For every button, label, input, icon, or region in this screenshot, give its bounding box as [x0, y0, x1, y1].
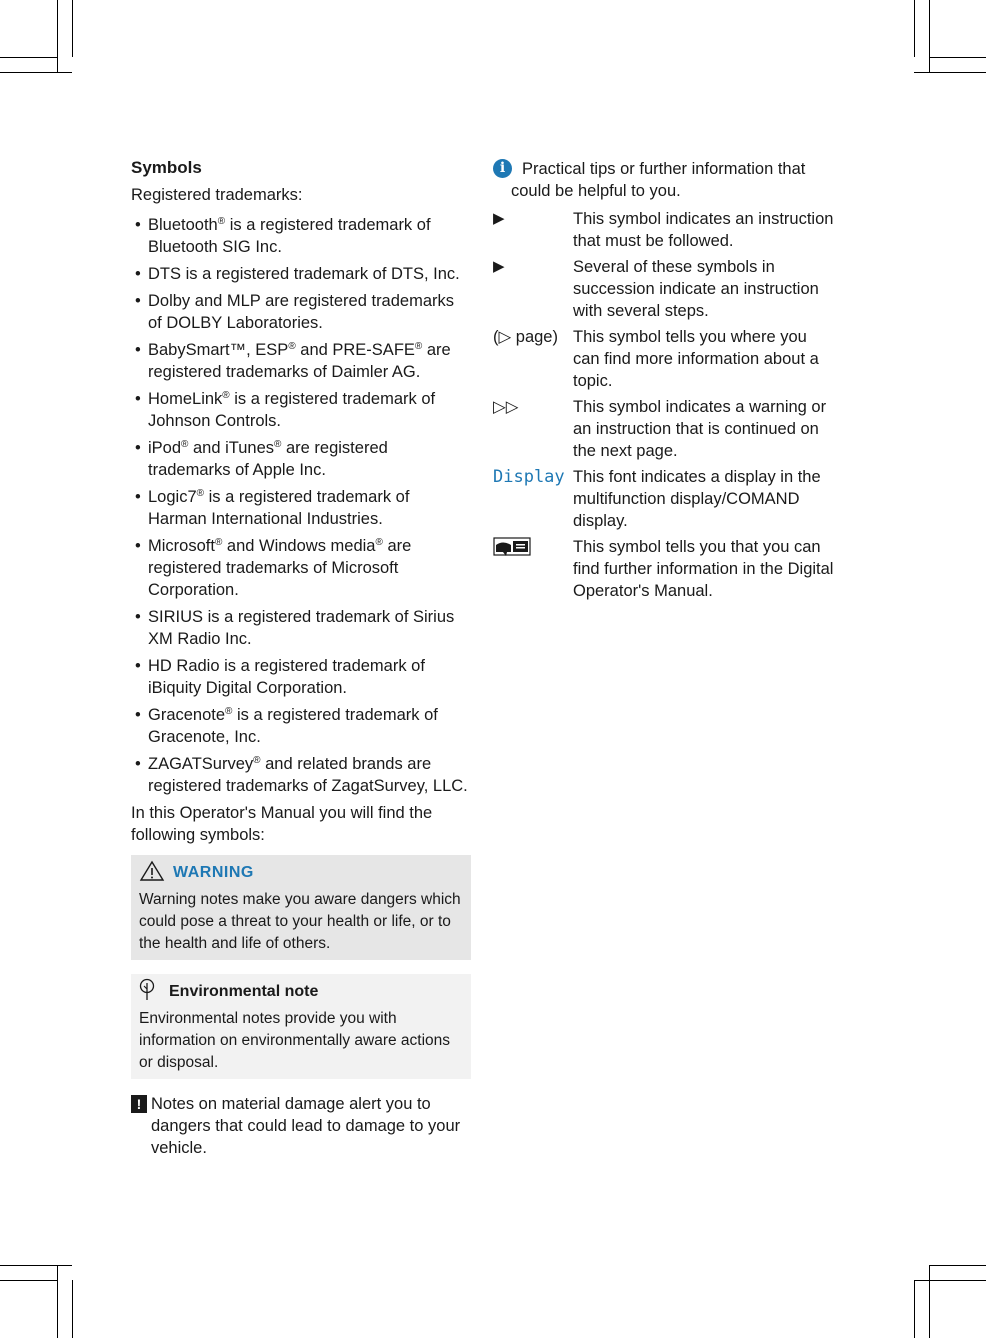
digital-manual-icon	[493, 536, 573, 602]
page-heading: Symbols	[131, 158, 202, 177]
symbol-row	[493, 256, 838, 322]
list-item: • Microsoft® and Windows media® are registered trademarks of Microsoft Corporation.	[135, 537, 412, 599]
crop-mark	[914, 72, 986, 73]
find-symbols-text: In this Operator's Manual you will find the following symbols:	[131, 804, 433, 844]
list-item: • BabySmart™, ESP® and PRE-SAFE® are registered trademarks of Daimler AG.	[135, 341, 451, 381]
crop-mark	[72, 1280, 73, 1338]
list-item: • Gracenote® is a registered trademark of Gracenote, Inc.	[135, 706, 438, 746]
symbol-row	[493, 208, 838, 252]
symbol-desc: This font indicates a display in the multifunction display/COMAND display.	[573, 468, 821, 530]
right-column	[493, 158, 838, 606]
list-item: • Bluetooth® is a registered trademark of Bluetooth SIG Inc.	[135, 216, 431, 256]
left-column	[131, 156, 471, 1159]
crop-mark	[57, 1265, 58, 1338]
crop-mark	[0, 1280, 57, 1281]
material-damage-note	[131, 1093, 471, 1159]
crop-mark	[929, 57, 986, 58]
symbol-desc: This symbol indicates a warning or an instruction that is continued on the next page.	[573, 398, 827, 460]
crop-mark	[929, 1265, 986, 1266]
tree-icon	[139, 978, 161, 1007]
crop-mark	[0, 57, 57, 58]
warning-text: Warning notes make you aware dangers which could pose a threat to your health or life, or to the health and life of others.	[139, 891, 461, 952]
symbol-desc: Several of these symbols in succession indicate an instruction with several steps.	[573, 258, 819, 320]
symbol-desc: This symbol indicates an instruction that must be followed.	[573, 210, 834, 250]
warning-box	[131, 855, 471, 960]
info-line-2: could be helpful to you.	[511, 182, 681, 200]
trademark-list	[131, 214, 471, 797]
symbol-row	[493, 326, 838, 392]
environmental-title: Environmental note	[169, 983, 319, 1000]
exclamation-icon: !	[131, 1095, 147, 1113]
info-icon: i	[493, 159, 512, 178]
crop-mark	[57, 0, 58, 72]
list-item: • Dolby and MLP are registered trademarks of DOLBY Laboratories.	[135, 292, 455, 332]
crop-mark	[914, 1280, 986, 1281]
symbol-row	[493, 466, 838, 532]
crop-mark	[914, 0, 915, 57]
material-damage-text: Notes on material damage alert you to dangers that could lead to damage to your vehicle.	[151, 1095, 461, 1157]
list-item: • ZAGATSurvey® and related brands are registered trademarks of ZagatSurvey, LLC.	[135, 755, 468, 795]
info-note	[493, 158, 838, 202]
environmental-text: Environmental notes provide you with information on environmentally aware actions or disposal.	[139, 1010, 451, 1071]
list-item: • HD Radio is a registered trademark of iBiquity Digital Corporation.	[135, 657, 425, 697]
environmental-box	[131, 974, 471, 1079]
crop-mark	[929, 1265, 930, 1338]
crop-mark	[929, 0, 930, 72]
info-line-1: Practical tips or further information that	[522, 160, 806, 178]
list-item: • DTS is a registered trademark of DTS, Inc.	[135, 265, 460, 283]
symbol-row	[493, 536, 838, 602]
list-item: • HomeLink® is a registered trademark of Johnson Controls.	[135, 390, 436, 430]
page-reference-symbol: (▷ page)	[493, 328, 558, 346]
warning-title: WARNING	[173, 864, 254, 881]
registered-intro: Registered trademarks:	[131, 186, 303, 204]
crop-mark	[914, 1280, 915, 1338]
crop-mark	[72, 0, 73, 57]
symbol-desc: This symbol tells you that you can find further information in the Digital Operator's Manual.	[573, 538, 834, 600]
list-item: • iPod® and iTunes® are registered trademarks of Apple Inc.	[135, 439, 388, 479]
display-font-sample: Display	[493, 467, 565, 487]
crop-mark	[0, 72, 72, 73]
crop-mark	[0, 1265, 72, 1266]
symbol-table	[493, 208, 838, 602]
list-item: • Logic7® is a registered trademark of Harman International Industries.	[135, 488, 410, 528]
symbol-row	[493, 396, 838, 462]
continued-arrows-icon: ▷▷	[493, 398, 519, 416]
list-item: • SIRIUS is a registered trademark of Sirius XM Radio Inc.	[135, 608, 455, 648]
symbol-desc: This symbol tells you where you can find more information about a topic.	[573, 328, 819, 390]
instruction-arrow-icon: ▶	[493, 210, 505, 227]
warning-triangle-icon	[139, 860, 165, 887]
instruction-arrow-icon: ▶	[493, 258, 505, 275]
